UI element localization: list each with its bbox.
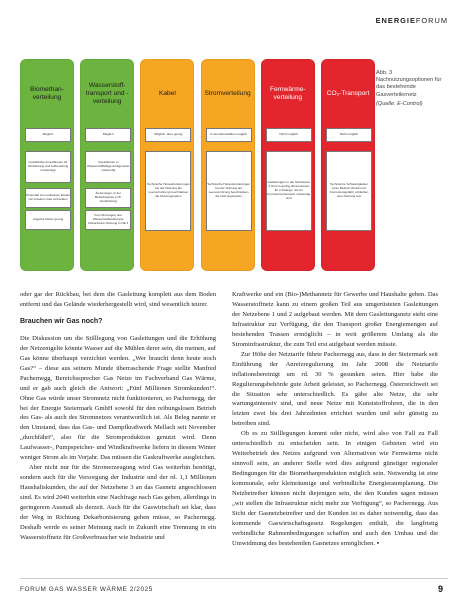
- figure-caption: [376, 70, 450, 108]
- article-paragraph: Kraftwerke und ein (Bio-)Methannetz für Gewerbe und Haushalte geben. Das Wasserstoffnetz kann zu einem großen Teil aus umgerüsteten Gasleitungen der Netzebene 1 und 2 aufgebaut werden. Mit dem Gasleitungsnetz steht eine Infrastruktur zur Verfügung, die den Transport großer Energiemengen auf bestehenden Trassen ermöglicht – in weit größerem Umfang als die Strominfrastruktur, die zum Teil erst aufgebaut werden müsste.: [232, 291, 438, 348]
- option-detail-box: Kein (Erzeuger) aus Wasserstoffelektrolyse bisher/keine Nutzung in NE 3: [85, 210, 131, 230]
- option-detail-box: Nicht möglich: [326, 128, 372, 142]
- option-detail-box: (zusätzliche Investitionen für Verdichtung und Aufbereitung notwendig): [25, 151, 71, 183]
- option-detail-box: Gasleitungen in der Netzebene 3 sind zu gering dimensioniert für 2-Strängs, die für Fernwärmetransport notwendig sind: [266, 151, 312, 231]
- option-detail-box: Technische Herausforderungen bei der Nutzung als Leerverrohrung beschränken die Nutzungsoption: [206, 151, 252, 231]
- section-subheading: Brauchen wir Gas noch?: [20, 317, 103, 325]
- option-detail-box: Möglich: [25, 128, 71, 142]
- option-title: Stromverteilung: [204, 90, 251, 97]
- gas-network-reuse-figure: [20, 59, 374, 282]
- option-column: [140, 59, 194, 271]
- option-column: [20, 59, 74, 271]
- option-detail-box: Nicht möglich: [266, 128, 312, 142]
- article-paragraph: Die Diskussion um die Stilllegung von Gasleitungen und die Erhöhung der Netzentgelte könnte Wasser auf die Mühlen derer sein, die meinen, auf Gas könne überhaupt verzichtet werden. „Wer braucht denn heute noch Gas?“ – diese aus seinem Munde überraschende Frage stellte Manfred Pachernegg, Bereichssprecher Gas Netze im Fachverband Gas Wärme, und er gab auch gleich die Antwort: „Fünf Millionen Stromkunden!“. Ohne Gas würde unser Stromnetz nicht funktionieren, so Pachernegg, der bei der Energie Steiermark GmbH sowohl für den reibungslosen Betrieb des Gas- als auch des Stromnetzes verantwortlich ist. Als Beleg nannte er den Umstand, dass das Gas- und Dampfkraftwerk Mellach seit November „durchfährt“, also für die Stromproduktion genutzt wird. Denn Laufwasser-, Pumpspeicher- und Windkraftwerke liefern in diesem Winter weniger Strom als im Vorjahr. Das müssen die Gaskraftwerke ausgleichen.: [20, 334, 216, 462]
- article-paragraph: Zur Höhe der Netztarife führte Pachernegg aus, dass in der Steiermark seit Einführung der Anreizregulierung im Jahr 2008 die Netztarife inflationsbereinigt um rd. 30 % gesunken seien. Hier habe die Regulierungsbehörde gute Arbeit geleistet, so Pachernegg. Österreichweit sei die Situation sehr unterschiedlich. Es gäbe alte Netze, die sehr wartungsintensiv sind, und neue Netze mit Kunststoffrohren, die in den letzten zwei bis drei Jahrzehnten errichtet wurden und sehr günstig zu betreiben sind.: [232, 350, 438, 428]
- option-column: [201, 59, 255, 271]
- page-number: 9: [437, 584, 443, 594]
- article-paragraph: Ob es zu Stilllegungen kommt oder nicht, wird also von Fall zu Fall unterschiedlich zu entscheiden sein. In einigen Gebieten wird ein Weiterbetrieb des Netzes aufgrund von Alternativen wie Fernwärme nicht sinnvoll sein, an anderer Stelle wird dies aufgrund günstiger regionaler Bedingungen für die Biomethanproduktion möglich sein. Notwendig ist eine kommunale, sehr kleinräumige und verbindliche Energieraumplanung. Die Netzbetreiber können nicht diejenigen sein, die den Kunden sagen müssen „wir stellen die Infrastruktur nicht mehr zur Verfügung“, so Pachernegg. Aus Sicht der Gasnetzbetreiber und der Kunden ist es daher notwendig, dass das kommende Gaswirtschaftsgesetz Regelungen enthält, die langfristig verbindliche Rahmenbedingungen schaffen und auch den Umbau und die Umwidmung des bestehenden Gasnetzes ermöglichen. ▪: [232, 430, 438, 547]
- footer-divider: [20, 578, 448, 579]
- option-column: [80, 59, 134, 271]
- option-column: [321, 59, 375, 271]
- option-title: CO₂-Transport: [326, 90, 370, 97]
- option-detail-box: Möglich, aber gering: [145, 128, 191, 142]
- option-title: Wasserstoff- transport und - verteilung: [85, 82, 129, 105]
- option-detail-box: Technische Herausforderungen bei der Nutzung als Leerverrohrung beschränken die Nutzungsoption: [145, 151, 191, 231]
- option-detail-box: In Ausnahmefällen möglich: [206, 128, 252, 142]
- publication-footer: FORUM GAS WASSER WÄRME 2/2025: [20, 586, 153, 593]
- article-left-column: [20, 290, 216, 543]
- option-column: [261, 59, 315, 271]
- option-title: Kabel: [158, 90, 176, 97]
- article-right-column: [232, 290, 438, 549]
- option-detail-box: Potenzial zum teilweisen Ersatz von fossilem Gas vorhanden: [25, 188, 71, 208]
- caption-label: Abb. 3: [376, 70, 393, 76]
- option-title: Fernwärme- verteilung: [270, 86, 306, 101]
- magazine-section-label: ENERGIEFORUM: [375, 16, 448, 25]
- caption-source: (Quelle: E-Control): [376, 100, 423, 107]
- option-detail-box: Möglich: [85, 128, 131, 142]
- option-detail-box: Angebot bisher gering: [25, 210, 71, 230]
- caption-text: Nachnutzungsoptionen für das bestehende Gasverteilernetz: [376, 77, 442, 98]
- option-detail-box: Änderungen in der Betriebsweise (z.B. Verdichtung): [85, 188, 131, 208]
- option-detail-box: Technische Schwierigkeiten beim Betrieb (Druck und Korrosionsgefahr) schließen eine Nutzung aus: [326, 151, 372, 231]
- article-intro-paragraph: oder gar der Rückbau, bei dem die Gasleitung komplett aus dem Boden entfernt und das Gelände wiederhergestellt wird, sind wesentlich teurer.: [20, 291, 216, 308]
- article-paragraph: Aber nicht nur für die Stromerzeugung wird Gas weiterhin benötigt, sondern auch für die Versorgung der Industrie und der rd. 1,1 Millionen Haushaltskunden, die auf der Netzebene 3 an das Gasnetz angeschlossen sind. Es wird 2040 weiterhin eine Nachfrage nach Gas geben, allerdings in geringerem Ausmaß als derzeit. Auch für die Gaswirtschaft sei klar, dass der Weg in Richtung Dekarbonisierung gehen müsse, so Pachernegg. Deshalb werde es seiner Meinung nach in Zukunft eine Trennung in ein Wasserstoffnetz für Großverbraucher wie Industrie und: [20, 464, 216, 541]
- option-title: Biomethan- verteilung: [30, 86, 64, 101]
- option-detail-box: Investitionen in Wasserstofffähige Anlagenteile notwendig: [85, 151, 131, 183]
